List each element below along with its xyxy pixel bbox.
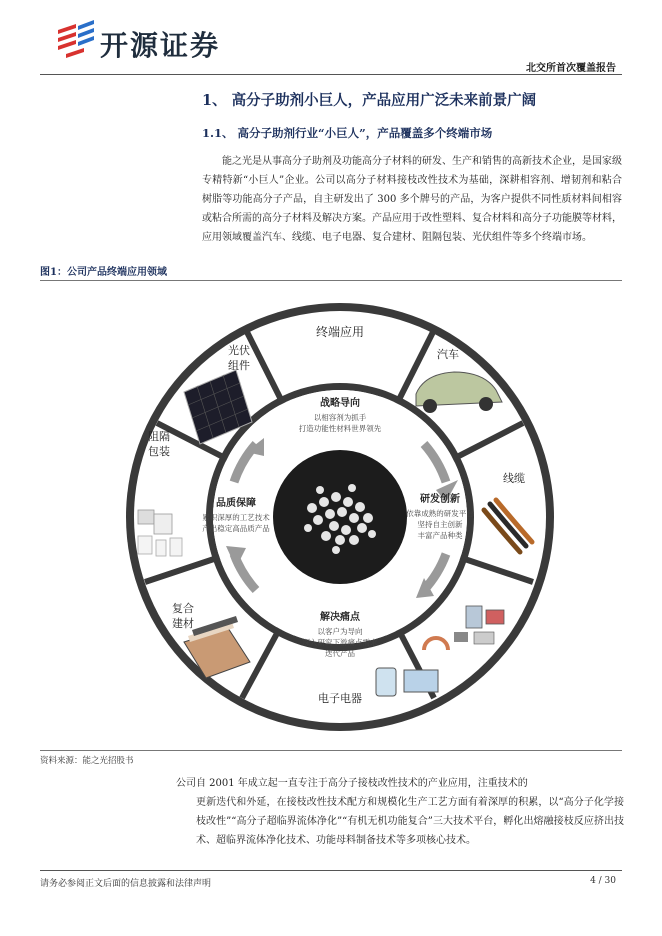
paragraph-history [176,774,624,850]
paragraph-history-rest: 更新迭代和外延，在接枝改性技术配方和规模化生产工艺方面有着深厚的积累，以“高分子化学接枝改性”“高分子超临界流体净化”“有机无机功能复合”三大技术平台，孵化出熔融接枝反应挤出技术、超临界流体净化技术、功能母料制备技术等多项核心技术。 [196,797,624,846]
logo-mark-icon [54,20,100,60]
footer-disclaimer: 请务必参阅正文后面的信息披露和法律声明 [40,879,212,889]
footer-divider [40,870,622,871]
label-cable: 线缆 [503,472,525,485]
quality-line1: 累积深厚的工艺技术 [202,513,270,522]
rnd-line1: 依靠成熟的研发平台 [406,509,474,518]
rnd-line2: 坚持自主创新 [417,520,463,529]
quality-title: 品质保障 [216,498,256,509]
rnd-line3: 丰富产品种类 [417,531,463,540]
painpoint-title: 解决痛点 [320,612,360,623]
label-barrier: 阻隔 包装 [148,430,170,458]
label-building-1: 复合 [172,602,194,615]
quality-line2: 产出稳定高品质产品 [202,524,270,533]
label-electronics: 电子电器 [318,692,362,705]
application-wheel-figure [124,292,556,742]
label-terminal-application: 终端应用 [315,325,365,339]
strategy-line2: 打造功能性材料世界领先 [298,424,382,433]
label-building-2: 建材 [172,617,194,630]
strategy-title: 战略导向 [320,398,360,409]
paragraph-intro [202,152,622,247]
paragraph-history-line1: 公司自 2001 年成立起一直专注于高分子接枝改性技术的产业应用，注重技术的 [176,778,528,789]
logo-text: 开源证券 [100,29,221,62]
figure-top-rule [40,280,622,281]
header-divider [40,74,622,75]
center-pellet-disc [273,450,407,584]
page-number: 4 / 30 [590,876,616,886]
figure-bottom-rule [40,750,622,751]
paragraph-intro-text: 能之光是从事高分子助剂及功能高分子材料的研发、生产和销售的高新技术企业，是国家级专精特新“小巨人”企业。公司以高分子材料接枝改性技术为基础，深耕相容剂、增韧剂和粘合树脂等功能高分子产品，自主研发出了 300 多个牌号的产品，为客户提供不同性质材料间相容或粘合所需的高分子材料及解决方案。产品应用于改性塑料、复合材料和高分子功能膜等材料，应用领域覆盖汽车、线缆、电子电器、复合建材、阻隔包装、光伏组件等多个终端市场。 [202,156,622,243]
figure-source: 资料来源：能之光招股书 [40,756,134,766]
figure-title: 图1：公司产品终端应用领域 [40,267,167,278]
rnd-title: 研发创新 [420,494,460,505]
painpoint-line2: 深入研究下游痛点需求 [302,638,378,647]
subsection-heading: 1.1、 高分子助剂行业“小巨人”，产品覆盖多个终端市场 [202,126,493,140]
painpoint-line3: 迭代产品 [325,649,355,658]
report-type: 北交所首次覆盖报告 [526,63,616,74]
strategy-line1: 以相容剂为抓手 [313,413,367,422]
label-pv: 光伏 组件 [228,344,250,372]
painpoint-line1: 以客户为导向 [317,627,363,636]
section-heading: 1、 高分子助剂小巨人，产品应用广泛未来前景广阔 [202,92,537,109]
label-auto: 汽车 [437,348,459,361]
